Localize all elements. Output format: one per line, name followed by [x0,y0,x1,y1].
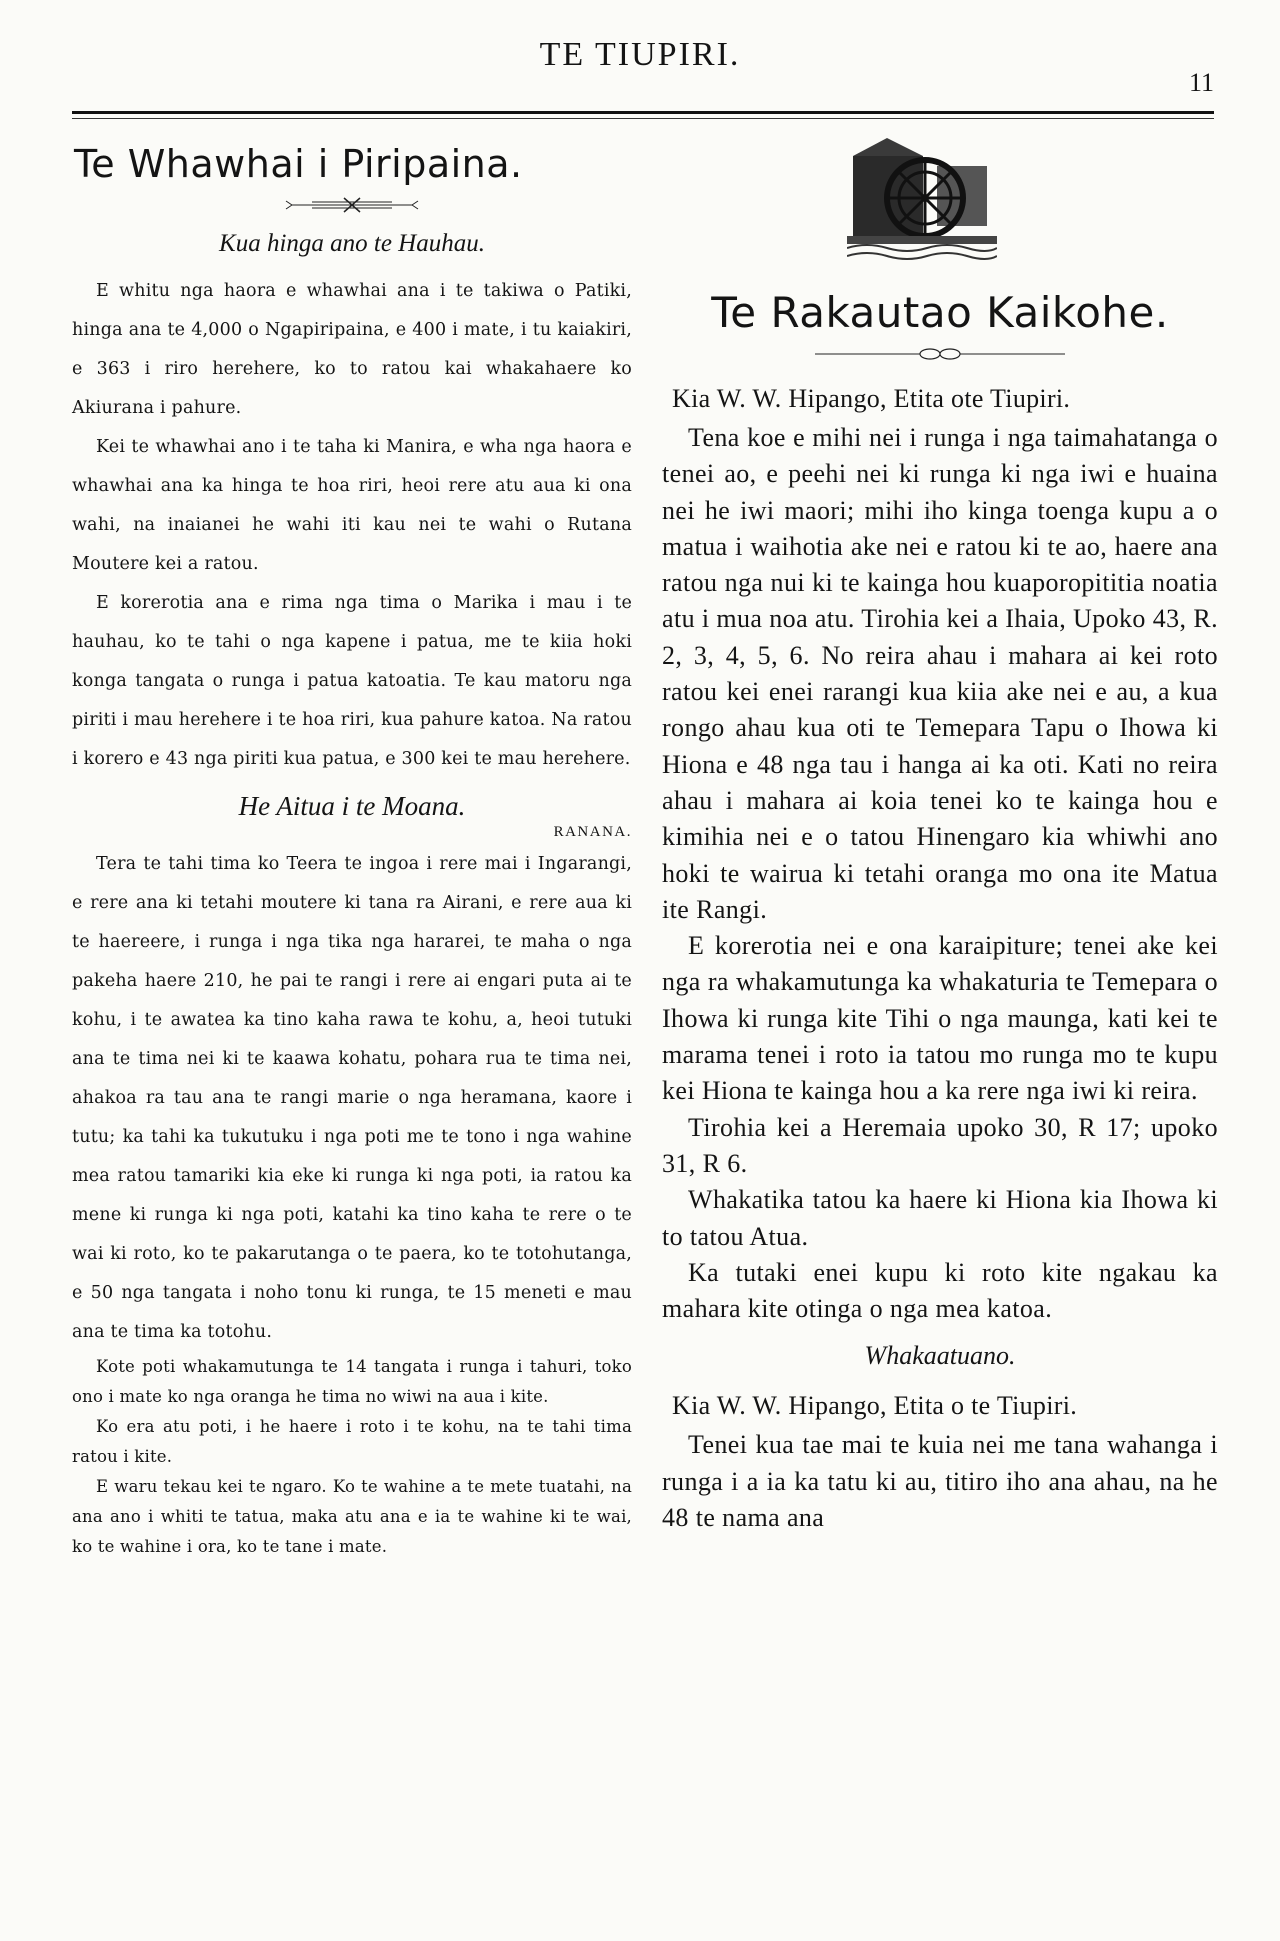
article-paragraph: Tenei kua tae mai te kuia nei me tana wahanga i runga i a ia ka tatu ki au, titiro iho ana ahau, na he 48 te nama ana [662,1430,1218,1533]
page-number: 11 [1188,68,1214,97]
article-paragraph: Tirohia kei a Heremaia upoko 30, R 17; upoko 31, R 6. [662,1112,1218,1178]
article-paragraph: E waru tekau kei te ngaro. Ko te wahine a te mete tuatahi, na ana ano i whiti te tatua, maka atu ana e ia te wahine ki te wai, ko te wahine i ora, ko te tane i mate. [72,1477,632,1556]
article-paragraph: Tena koe e mihi nei i runga i nga taimahatanga o tenei ao, e peehi nei ki runga ki nga iwi e huaina nei he iwi maori; mihi iho kinga toenga kupu a o matua i waihotia ake nei e ratou ki te ao, haere ana ratou nga nui ki te kainga hou kuaporopititia noatia atu i mua noa atu. Tirohia kei a Ihaia, Upoko 43, R. 2, 3, 4, 5, 6. No reira ahau i mahara ai kei roto ratou kei enei rarangi kua kiia ake nei e au, a kua rongo ahau kua oti te Temepara Tapu o Ihowa ki Hiona e 48 nga tau i hanga ai ka oti. Kati no reira ahau i mahara ai koia tenei ko te kainga hou e kimihia nei e o tatou Hinengaro kia whiwhi ano hoki te wairua ki tetahi oranga mo ona ite Matua ite Rangi. [662,423,1218,924]
article-paragraph: Kote poti whakamutunga te 14 tangata i runga i tahuri, toko ono i mate ko nga oranga he tima no wiwi na aua i kite. [72,1357,632,1406]
ornament-divider-icon [662,347,1218,366]
header-rule-thin [72,118,1214,119]
waterwheel-illustration-icon [847,136,997,266]
header-rule-thick [72,111,1214,114]
article-paragraph: E korerotia ana e rima nga tima o Marika i mau i te hauhau, ko te tahi o nga kapene i patua, me te kiia hoki konga tangata o runga i patua katoatia. Te kau matoru nga piriti i mau herehere i te hoa riri, kua pahure katoa. Na ratou i korero e 43 nga piriti kua patua, e 300 kei te mau herehere. [72,593,632,769]
newspaper-title: TE TIUPIRI. [539,36,741,73]
left-column [72,128,632,1562]
left-article-subtitle: Kua hinga ano te Hauhau. [219,230,485,257]
article-paragraph: E whitu nga haora e whawhai ana i te takiwa o Patiki, hinga ana te 4,000 o Ngapiripaina, e 400 i mate, i tu kaiakiri, e 363 i riro herehere, ko to ratou kai whakahaere ko Akiurana i pahure. [72,281,632,418]
right-article-title: Te Rakautao Kaikohe. [711,288,1169,337]
article-paragraph: Tera te tahi tima ko Teera te ingoa i rere mai i Ingarangi, e rere ana ki tetahi moutere ki tana ra Airani, e rere aua ki te haereere, i runga i nga tika nga hararei, te maha o nga pakeha haere 210, he pai te rangi i rere ai engari puta ai te kohu, i te awatea ka tino kaha rawa te kohu, a, heoi tutuki ana te tima nei ki te kaawa kohatu, pohara rua te tima nei, ahakoa ra tau ana te rangi marie o nga heramana, kaore i tutu; ka tahi ka tukutuku i nga poti me te tono i nga wahine mea ratou tamariki kia eke ki runga ki nga poti, ia ratou ka mene ki runga ki nga poti, katahi ka tino kaha te rere o te wai ki roto, ko te pakarutanga o te paera, ko te totohutanga, e 50 nga tangata i noho tonu ki runga, te 15 meneti e mau ana te tima ka totohu. [72,854,632,1342]
right-column [662,128,1218,1536]
article-paragraph: Ka tutaki enei kupu ki roto kite ngakau ka mahara kite otinga o nga mea katoa. [662,1257,1218,1324]
letter-byline: Kia W. W. Hipango, Etita o te Tiupiri. [672,1391,1078,1421]
masthead [0,28,1280,97]
section-title: Whakaatuano. [864,1341,1016,1371]
left-article-title: Te Whawhai i Piripaina. [74,142,523,186]
dateline: RANANA. [553,824,632,840]
article-paragraph: Whakatika tatou ka haere ki Hiona kia Ihowa ki to tatou Atua. [662,1185,1218,1251]
letter-byline: Kia W. W. Hipango, Etita ote Tiupiri. [672,384,1071,413]
article-paragraph: Kei te whawhai ano i te taha ki Manira, e wha nga haora e whawhai ana ka hinga te hoa riri, heoi rere atu aua ki ona wahi, na inaianei he wahi iti kau nei te wahi o Rutana Moutere kei a ratou. [72,437,632,574]
ornament-divider-icon [72,196,632,218]
article-paragraph: Ko era atu poti, i he haere i roto i te kohu, na te tahi tima ratou i kite. [72,1417,632,1466]
article-paragraph: E korerotia nei e ona karaipiture; tenei ake kei nga ra whakamutunga ka whakaturia te Temepara o Ihowa ki runga kite Tihi o nga maunga, kati kei te marama tenei i roto ia tatou mo runga mo te kupu kei Hiona te kainga hou a ka rere nga iwi ki reira. [662,931,1218,1106]
section-title: He Aitua i te Moana. [238,791,466,821]
